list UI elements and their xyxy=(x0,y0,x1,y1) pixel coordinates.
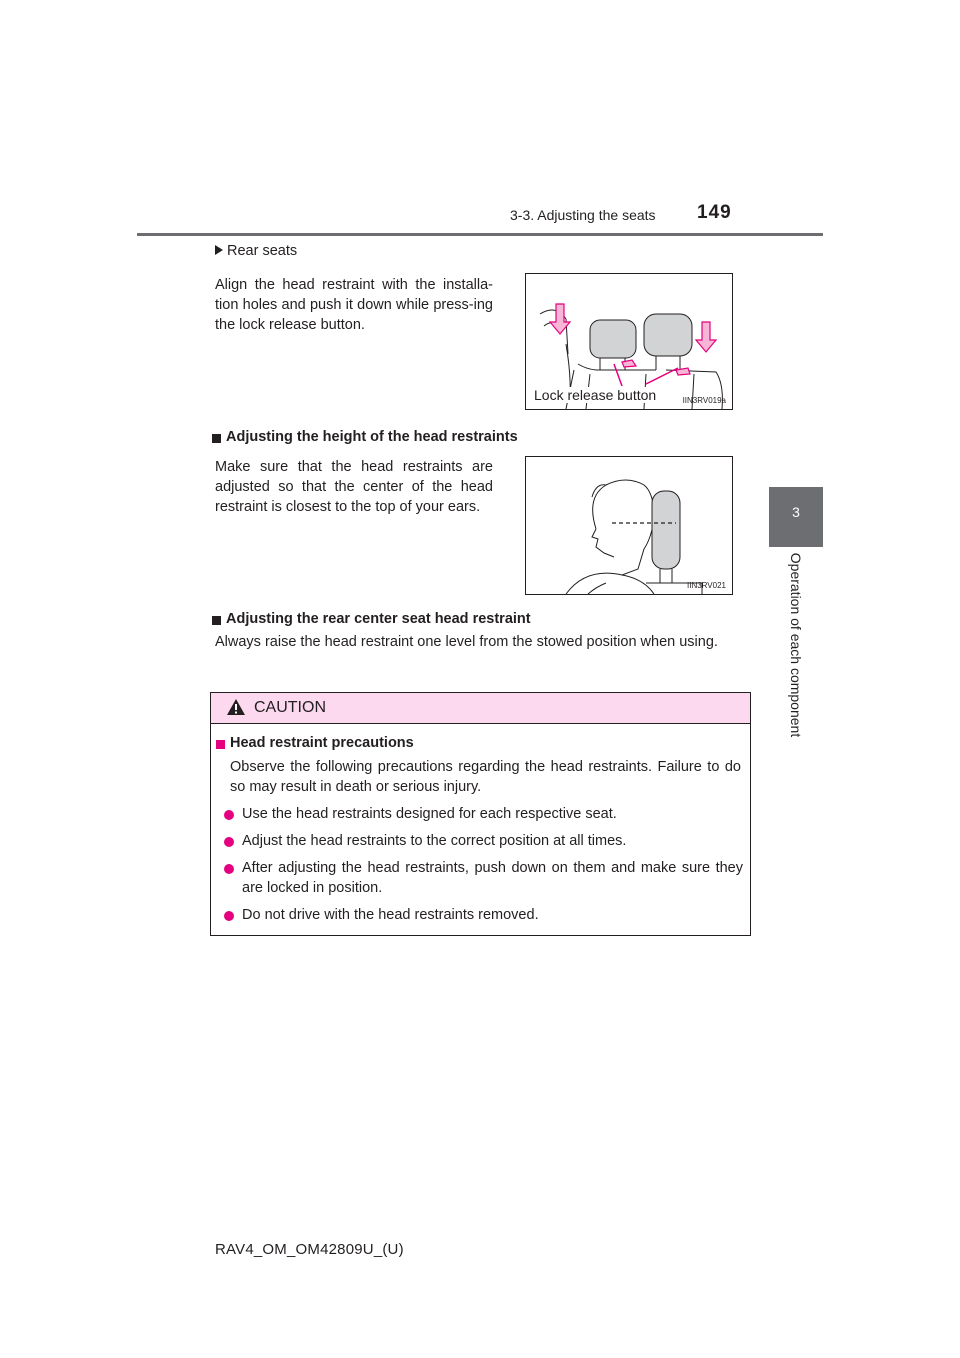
caution-item: Use the head restraints designed for each respective seat. xyxy=(242,806,617,822)
height-heading: Adjusting the height of the head restraints xyxy=(226,429,518,445)
caution-title: CAUTION xyxy=(254,699,326,716)
warning-icon xyxy=(226,698,246,716)
head-height-figure xyxy=(525,456,733,595)
header-rule xyxy=(137,233,823,236)
caution-item: Adjust the head restraints to the correct position at all times. xyxy=(242,833,627,849)
lock-release-callout: Lock release button xyxy=(534,387,657,403)
caution-intro: Observe the following precautions regarding the head restraints. Failure to do so may result in death or serious injury. xyxy=(230,759,741,795)
rear-seats-text: Align the head restraint with the installa-tion holes and push it down while press-ing the lock release button. xyxy=(215,277,493,333)
caution-dot-icon xyxy=(224,837,234,847)
caution-dot-icon xyxy=(224,911,234,921)
head-height-illustration xyxy=(526,457,732,594)
document-code: RAV4_OM_OM42809U_(U) xyxy=(215,1241,404,1258)
center-heading: Adjusting the rear center seat head restraint xyxy=(226,611,531,627)
caution-square-bullet-icon xyxy=(216,740,225,749)
caution-dot-icon xyxy=(224,864,234,874)
caution-heading: Head restraint precautions xyxy=(230,735,414,751)
height-text: Make sure that the head restraints are adjusted so that the center of the head restraint is closest to the top of your ears. xyxy=(215,459,493,515)
figure-code: IIN3RV019a xyxy=(682,396,726,405)
chapter-number: 3 xyxy=(792,504,800,520)
caution-item: After adjusting the head restraints, push down on them and make sure they are locked in position. xyxy=(242,860,743,896)
center-text: Always raise the head restraint one level from the stowed position when using. xyxy=(215,634,718,650)
caution-item: Do not drive with the head restraints removed. xyxy=(242,907,539,923)
page-number: 149 xyxy=(697,202,732,223)
triangle-bullet-icon xyxy=(215,245,223,255)
chapter-title: Operation of each component xyxy=(788,552,804,738)
section-square-bullet-icon xyxy=(212,616,221,625)
rear-seats-label: Rear seats xyxy=(227,243,298,259)
section-square-bullet-icon xyxy=(212,434,221,443)
caution-box xyxy=(210,692,751,936)
caution-dot-icon xyxy=(224,810,234,820)
section-title: 3-3. Adjusting the seats xyxy=(510,207,656,223)
figure-code: IIN3RV021 xyxy=(687,581,726,590)
rear-seat-figure xyxy=(525,273,733,410)
